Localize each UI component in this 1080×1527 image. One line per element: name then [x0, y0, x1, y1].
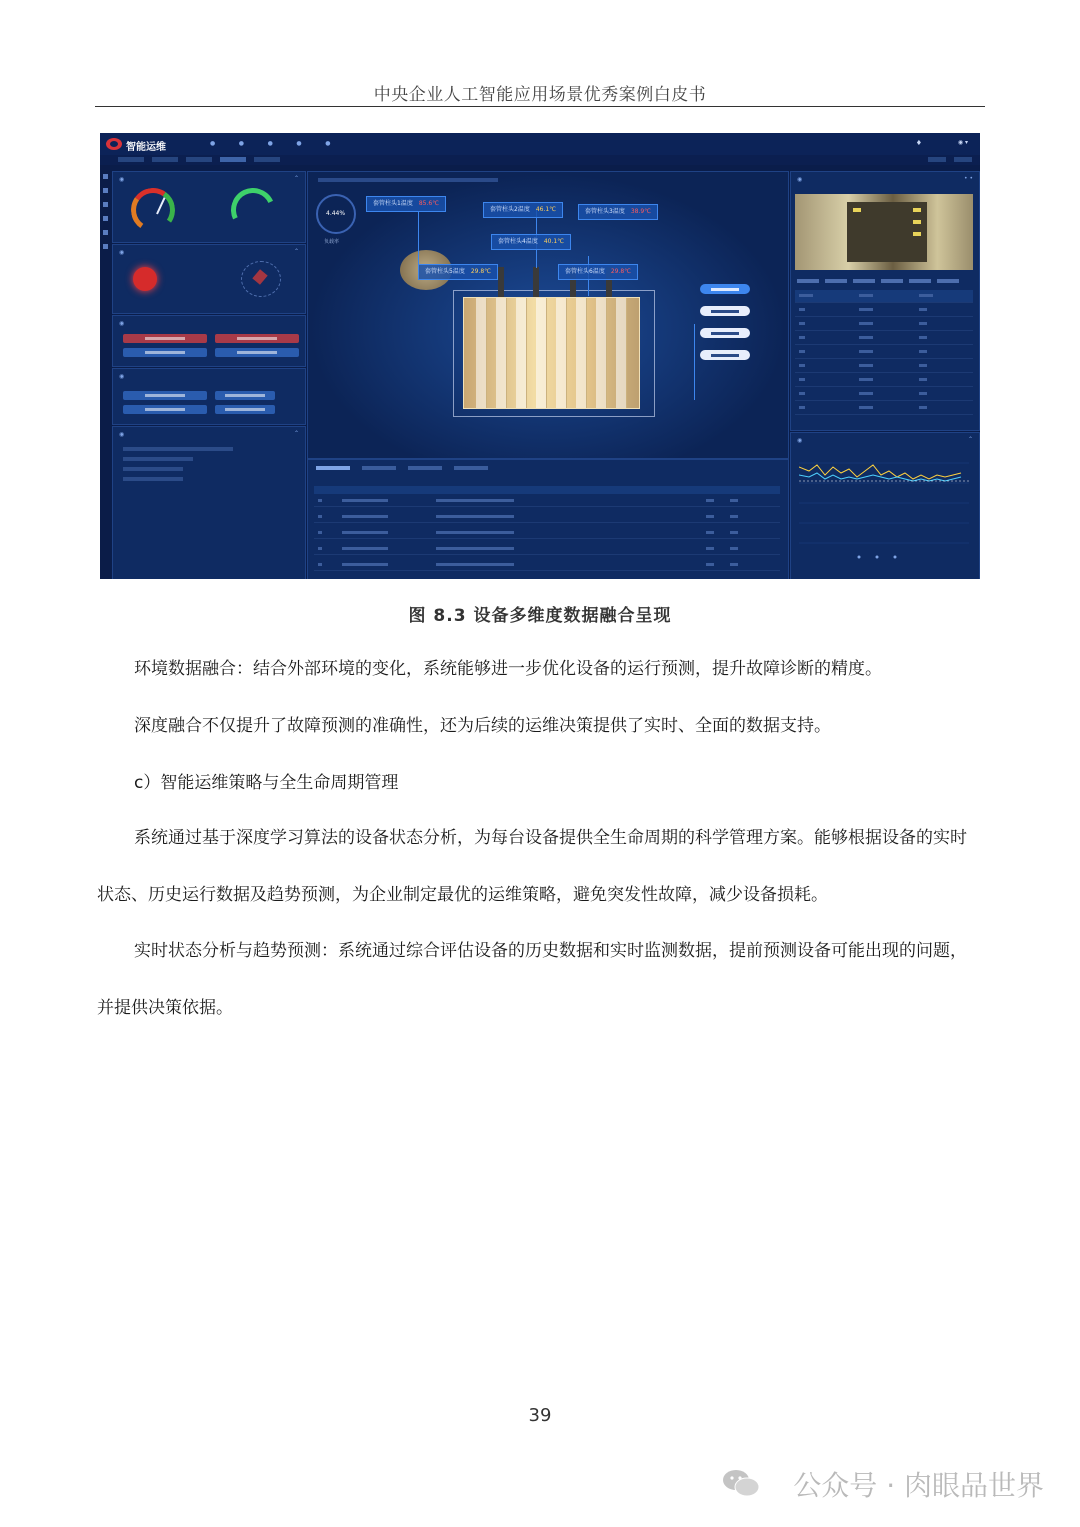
tool-button[interactable] [123, 405, 207, 414]
action-button[interactable] [123, 348, 207, 357]
panel-title [797, 437, 816, 444]
panel-equipment-info [112, 426, 306, 579]
tool-button[interactable] [215, 405, 275, 414]
dashboard-top-nav [210, 140, 340, 147]
view-option-pill[interactable] [700, 350, 750, 360]
paragraph: 系统通过基于深度学习算法的设备状态分析，为每台设备提供全生命周期的科学管理方案。能够根据设备的实时状态、历史运行数据及趋势预测，为企业制定最优的运维策略，避免突发性故障，减少设备损耗。 [97, 828, 967, 905]
page-number: 39 [528, 1405, 552, 1426]
table-tabs[interactable] [316, 466, 488, 470]
sensor-tag[interactable]: 套管柱头3温度 38.9℃ [578, 204, 658, 220]
table-row [795, 346, 973, 359]
panel-site-monitor [790, 171, 980, 431]
gauge-chart [225, 182, 281, 238]
bell-icon: ♦ [915, 139, 922, 147]
running-header: 中央企业人工智能应用场景优秀案例白皮书 [373, 85, 707, 105]
panel-title [119, 373, 134, 380]
header-rule [95, 106, 985, 107]
chevron-icon: ⌃ [293, 430, 299, 437]
watermark: 公众号 · 肉眼品世界 [793, 1469, 1044, 1502]
panel-title [119, 431, 138, 438]
dashboard-breadcrumb-bar [100, 155, 980, 165]
sensor-tag[interactable]: 套管柱头4温度 40.1℃ [491, 234, 571, 250]
table-row [795, 332, 973, 345]
dashboard-side-strip [100, 165, 110, 579]
gauge-chart [128, 185, 179, 236]
dashboard-topbar [100, 133, 980, 156]
table-header [314, 486, 780, 494]
camera-feed-image[interactable] [795, 194, 973, 270]
table-row[interactable] [314, 560, 780, 571]
table-row[interactable] [314, 528, 780, 539]
alarm-indicator [133, 267, 157, 291]
action-button[interactable] [123, 334, 207, 343]
figure-caption: 图 8.3 设备多维度数据融合呈现 [408, 606, 672, 626]
panel-tools [112, 368, 306, 425]
paragraph: 深度融合不仅提升了故障预测的准确性，还为后续的运维决策提供了实时、全面的数据支持。 [134, 716, 831, 736]
load-rate-value: 4.44% [326, 210, 346, 217]
panel-health [112, 171, 306, 243]
table-row [795, 360, 973, 373]
section-heading: c）智能运维策略与全生命周期管理 [134, 773, 399, 793]
table-row [795, 388, 973, 401]
table-row [795, 318, 973, 331]
load-rate-label: 负载率 [324, 239, 340, 245]
table-row[interactable] [314, 496, 780, 507]
dashboard-screenshot [100, 133, 980, 579]
panel-title [119, 249, 138, 256]
transformer-body[interactable] [463, 297, 640, 409]
company-logo-icon [106, 138, 122, 150]
alarm-table-panel [307, 459, 789, 579]
paragraph: 环境数据融合：结合外部环境的变化，系统能够进一步优化设备的运行预测，提升故障诊断的精度。 [134, 659, 882, 679]
sensor-tag[interactable]: 套管柱头2温度 46.1℃ [483, 202, 563, 218]
more-icon[interactable]: • • [964, 175, 973, 182]
radar-chart [241, 261, 281, 297]
chevron-icon[interactable]: ⌃ [967, 436, 973, 443]
action-button[interactable] [215, 334, 299, 343]
user-avatar-icon: ◉ ▾ [957, 139, 968, 146]
sensor-tag[interactable]: 套管柱头1温度 85.6℃ [366, 196, 446, 212]
tool-button[interactable] [215, 391, 275, 400]
panel-actions [112, 315, 306, 367]
nav-item [268, 140, 283, 147]
nav-item [210, 140, 225, 147]
tool-button[interactable] [123, 391, 207, 400]
sensor-tag[interactable]: 套管柱头5温度 29.8℃ [418, 264, 498, 280]
model-breadcrumb [318, 178, 498, 182]
table-row[interactable] [314, 544, 780, 555]
view-option-pill[interactable] [700, 284, 750, 294]
trend-line-chart[interactable] [799, 453, 969, 563]
panel-title [119, 320, 134, 327]
nav-item [296, 140, 311, 147]
bushing [498, 267, 504, 299]
table-row [795, 374, 973, 387]
bushing [533, 267, 539, 299]
table-row[interactable] [314, 512, 780, 523]
paragraph: 实时状态分析与趋势预测：系统通过综合评估设备的历史数据和实时监测数据，提前预测设备可能出现的问题，并提供决策依据。 [97, 941, 967, 1018]
dashboard-brand: 智能运维 [126, 142, 166, 153]
table-row [795, 402, 973, 415]
nav-item [325, 140, 340, 147]
panel-status [112, 244, 306, 314]
table-header [795, 290, 973, 303]
nav-item [239, 140, 254, 147]
panel-title [797, 176, 814, 183]
view-option-pill[interactable] [700, 306, 750, 316]
transformer-3d-view[interactable] [307, 171, 789, 459]
data-tabs[interactable] [797, 279, 959, 283]
chevron-icon: ⌃ [293, 248, 299, 255]
action-button[interactable] [215, 348, 299, 357]
panel-trend-chart [790, 432, 980, 579]
panel-title [119, 176, 138, 183]
wechat-icon [722, 1468, 760, 1498]
sensor-tag[interactable]: 套管柱头6温度 29.8℃ [558, 264, 638, 280]
chevron-icon: ⌃ [293, 175, 299, 182]
view-option-pill[interactable] [700, 328, 750, 338]
table-row [795, 304, 973, 317]
